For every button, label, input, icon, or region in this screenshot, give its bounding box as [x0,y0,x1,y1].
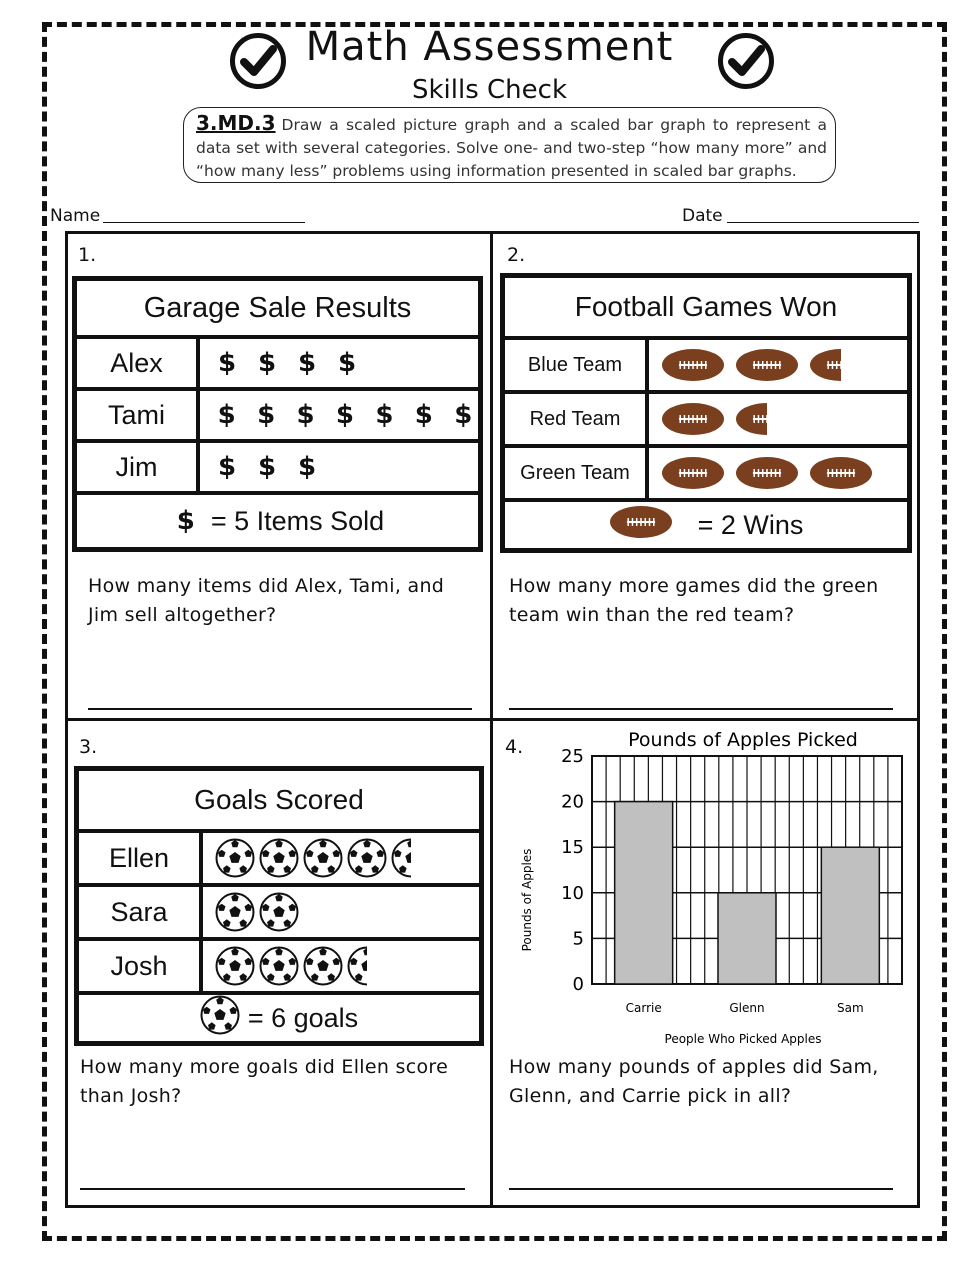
row-label-blue-team: Blue Team [503,338,647,392]
answer-line[interactable] [88,708,472,710]
football-icon [735,455,799,491]
row-label-red-team: Red Team [503,392,647,446]
bar-glenn [718,893,776,984]
grid-divider-horizontal [65,718,920,721]
row-icons-ellen [201,831,481,885]
dollar-icon: $ [217,400,236,430]
y-tick-label: 15 [561,837,584,859]
answer-line[interactable] [509,708,893,710]
key-text: = 5 Items Sold [210,505,385,536]
bar-sam [821,847,879,984]
row-icons-tami [198,389,480,441]
football-icon [661,347,725,383]
row-label-green-team: Green Team [503,446,647,500]
x-tick-label: Carrie [625,1001,662,1015]
football-icon [661,401,725,437]
row-icons-green-team [647,446,909,500]
row-label-alex: Alex [75,337,198,389]
row-label-ellen: Ellen [77,831,201,885]
row-label-jim: Jim [75,441,198,493]
question-number: 2. [507,244,526,266]
question-text: How many items did Alex, Tami, and Jim sell altogether? [88,575,445,626]
table-key [75,493,480,549]
question-text: How many more goals did Ellen score than Josh? [80,1056,449,1107]
question-text: How many pounds of apples did Sam, Glenn, and Carrie pick in all? [509,1056,879,1107]
row-icons-sara [201,885,481,939]
answer-line[interactable] [80,1188,465,1190]
table-title: Garage Sale Results [75,279,480,337]
dollar-icon: $ [217,348,237,378]
dollar-icon: $ [296,400,315,430]
row-icons-alex [198,337,480,389]
soccer-ball-icon [259,946,299,986]
dollar-icon: $ [297,348,317,378]
row-icons-jim [198,441,480,493]
football-table [500,273,912,553]
chart-title: Pounds of Apples Picked [628,729,858,751]
football-icon [661,455,725,491]
dollar-icon: $ [414,400,433,430]
table-key [77,993,481,1043]
row-label-tami: Tami [75,389,198,441]
dollar-icon: $ [176,506,195,536]
y-tick-label: 20 [561,791,584,813]
soccer-ball-icon [215,838,255,878]
row-label-sara: Sara [77,885,201,939]
standard-code: 3.MD.3 [196,111,276,135]
soccer-ball-icon [347,946,367,986]
soccer-ball-icon [215,892,255,932]
x-axis-label: People Who Picked Apples [664,1032,822,1046]
dollar-icon: $ [257,400,276,430]
football-icon [809,455,873,491]
question-number: 3. [79,736,98,758]
garage-sale-table [72,276,483,552]
row-icons-red-team [647,392,909,446]
soccer-ball-icon [347,838,387,878]
soccer-ball-icon [215,946,255,986]
soccer-ball-icon [303,838,343,878]
dollar-icon: $ [257,348,277,378]
apples-bar-chart [500,722,912,1052]
football-icon [609,504,686,540]
key-text: = 2 Wins [697,509,804,540]
dollar-icon: $ [297,452,317,482]
date-label: Date [682,206,723,226]
standard-text: Draw a scaled picture graph and a scaled bar graph to represent a data set with several categories. Solve one- and two-step “how many more” and “how many less” problems using information presented in scaled bar graphs. [196,116,827,180]
y-tick-label: 25 [561,746,584,767]
name-field[interactable] [103,222,305,223]
soccer-ball-icon [259,838,299,878]
football-icon [809,347,841,383]
x-tick-label: Sam [836,1001,864,1015]
soccer-ball-icon [391,838,411,878]
standard-box [183,107,836,183]
table-title: Goals Scored [77,769,481,831]
dollar-icon: $ [257,452,277,482]
soccer-ball-icon [200,995,240,1035]
y-axis-label: Pounds of Apples [520,848,534,952]
soccer-ball-icon [303,946,343,986]
row-icons-blue-team [647,338,909,392]
dollar-icon: $ [337,348,357,378]
y-tick-label: 0 [572,974,584,995]
soccer-ball-icon [259,892,299,932]
football-icon [735,401,767,437]
table-key [503,500,909,550]
goals-table [74,766,484,1046]
page-subtitle: Skills Check [411,75,568,105]
dollar-icon: $ [217,452,237,482]
y-tick-label: 5 [572,928,584,950]
soccer-ball-icon [200,995,240,1042]
name-label: Name [50,206,101,226]
question-text: How many more games did the green team win than the red team? [509,575,879,626]
key-text: = 6 goals [247,1002,359,1033]
page-title: Math Assessment [305,24,674,70]
question-number: 1. [78,244,97,266]
dollar-icon: $ [375,400,394,430]
row-label-josh: Josh [77,939,201,993]
football-icon [609,504,686,547]
y-tick-label: 10 [561,882,584,904]
dollar-icon: $ [454,400,473,430]
bar-carrie [615,802,673,984]
answer-line[interactable] [509,1188,893,1190]
date-field[interactable] [727,222,919,223]
dollar-icon: $ [335,400,355,430]
question-number: 4. [505,736,524,758]
table-title: Football Games Won [503,276,909,338]
x-tick-label: Glenn [729,1001,765,1015]
football-icon [735,347,799,383]
row-icons-josh [201,939,481,993]
